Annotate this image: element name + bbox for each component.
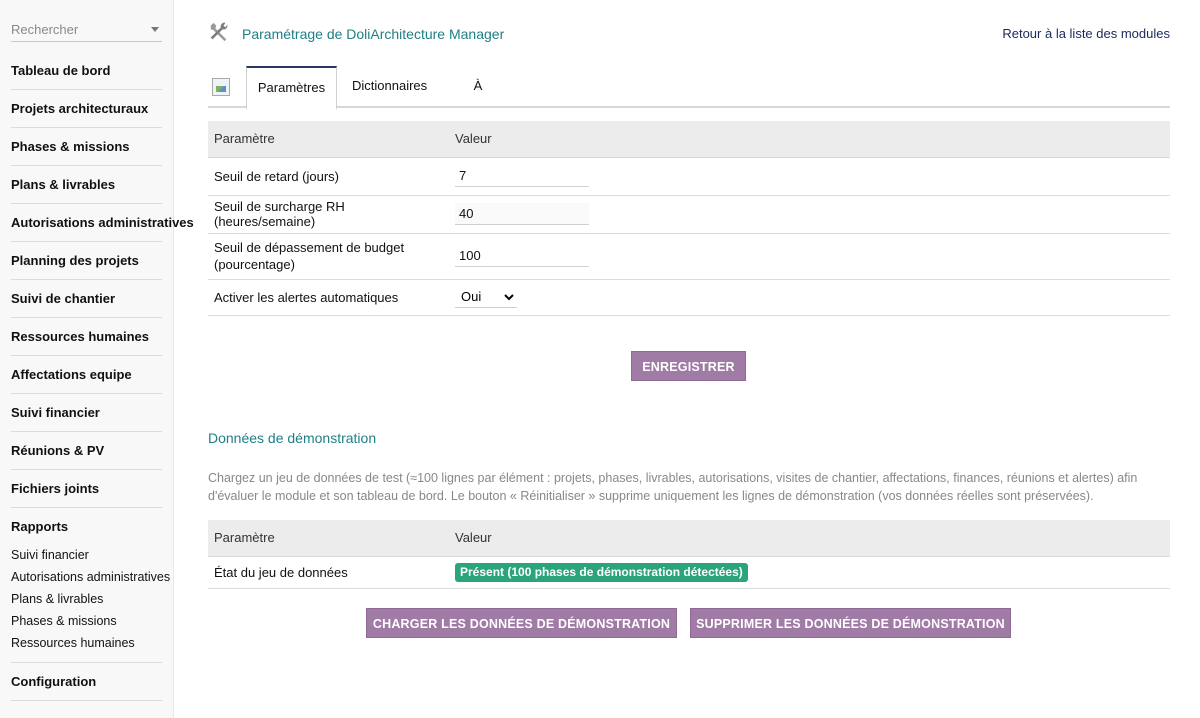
setting-label-budget: Seuil de dépassement de budget (pourcentage)	[208, 233, 449, 279]
setting-label-alerts: Activer les alertes automatiques	[208, 279, 449, 315]
sidebar-subitem-authorizations[interactable]: Autorisations administratives	[11, 570, 171, 584]
tools-icon	[208, 21, 230, 43]
auto-alerts-select[interactable]	[455, 286, 517, 308]
sidebar-item-configuration[interactable]: Configuration	[11, 663, 162, 701]
table-row	[208, 233, 1170, 279]
sidebar-item-plans[interactable]: Plans & livrables	[11, 166, 162, 204]
module-image-icon	[212, 78, 230, 96]
sidebar-subitem-plans[interactable]: Plans & livrables	[11, 592, 104, 606]
table-row	[208, 195, 1170, 233]
column-header-value: Valeur	[449, 121, 1170, 157]
table-row	[208, 157, 1170, 195]
column-header-value: Valeur	[449, 520, 1170, 556]
demo-description: Chargez un jeu de données de test (≈100 lignes par élément : projets, phases, livrables, autorisations, visites de chantier, affectations, finances, réunions et alertes) afin d'évaluer le module et son tableau de bord. Le bouton « Réinitialiser » supprime uniquement les lignes de démonstration (vos données réelles sont préservées).	[208, 471, 1138, 503]
search-input[interactable]	[11, 18, 162, 40]
hr-overload-input[interactable]	[455, 203, 589, 225]
sidebar-item-reports[interactable]: Rapports	[11, 519, 69, 534]
setting-label-delay: Seuil de retard (jours)	[208, 157, 449, 195]
save-button[interactable]: ENREGISTRER	[631, 351, 746, 381]
delay-threshold-input[interactable]	[455, 165, 589, 187]
column-header-parameter: Paramètre	[208, 520, 449, 556]
sidebar-item-dashboard[interactable]: Tableau de bord	[11, 52, 162, 90]
table-row	[208, 556, 1170, 588]
page-title: Paramétrage de DoliArchitecture Manager	[242, 26, 505, 42]
table-row	[208, 279, 1170, 315]
sidebar-item-team-assignments[interactable]: Affectations equipe	[11, 356, 162, 394]
sidebar-subitem-finance[interactable]: Suivi financier	[11, 548, 89, 562]
back-to-modules-link[interactable]: Retour à la liste des modules	[1002, 26, 1170, 41]
sidebar-item-authorizations[interactable]: Autorisations administratives	[11, 204, 162, 242]
sidebar-item-meetings[interactable]: Réunions & PV	[11, 432, 162, 470]
delete-demo-data-button[interactable]: SUPPRIMER LES DONNÉES DE DÉMONSTRATION	[690, 608, 1011, 638]
tab-about[interactable]: À	[473, 78, 483, 93]
sidebar-item-projects[interactable]: Projets architecturaux	[11, 90, 162, 128]
sidebar-item-finance[interactable]: Suivi financier	[11, 394, 162, 432]
sidebar-group-reports	[11, 508, 171, 663]
load-demo-data-button[interactable]: CHARGER LES DONNÉES DE DÉMONSTRATION	[366, 608, 677, 638]
status-badge: Présent (100 phases de démonstration détectées)	[455, 563, 748, 582]
chevron-down-icon[interactable]	[151, 27, 159, 32]
sidebar-item-planning[interactable]: Planning des projets	[11, 242, 162, 280]
page-header	[208, 20, 1170, 48]
sidebar-subitem-hr[interactable]: Ressources humaines	[11, 636, 135, 650]
tab-bar	[208, 66, 1170, 108]
sidebar-subitem-phases[interactable]: Phases & missions	[11, 614, 117, 628]
table-header-row	[208, 520, 1170, 556]
tab-dictionaries[interactable]: Dictionnaires	[352, 78, 428, 93]
tab-parameters[interactable]: Paramètres	[246, 66, 337, 110]
demo-table	[208, 520, 1170, 589]
demo-section-title: Données de démonstration	[208, 430, 377, 446]
settings-table	[208, 121, 1170, 316]
sidebar-item-site-tracking[interactable]: Suivi de chantier	[11, 280, 162, 318]
budget-overrun-input[interactable]	[455, 245, 589, 267]
sidebar-item-phases[interactable]: Phases & missions	[11, 128, 162, 166]
table-header-row	[208, 121, 1170, 157]
sidebar-menu	[11, 52, 194, 701]
dataset-state-label: État du jeu de données	[208, 556, 449, 588]
sidebar	[0, 0, 194, 718]
column-header-parameter: Paramètre	[208, 121, 449, 157]
sidebar-item-files[interactable]: Fichiers joints	[11, 470, 162, 508]
sidebar-item-hr[interactable]: Ressources humaines	[11, 318, 162, 356]
setting-label-hr-overload: Seuil de surcharge RH (heures/semaine)	[208, 195, 449, 233]
search-box	[11, 18, 162, 42]
